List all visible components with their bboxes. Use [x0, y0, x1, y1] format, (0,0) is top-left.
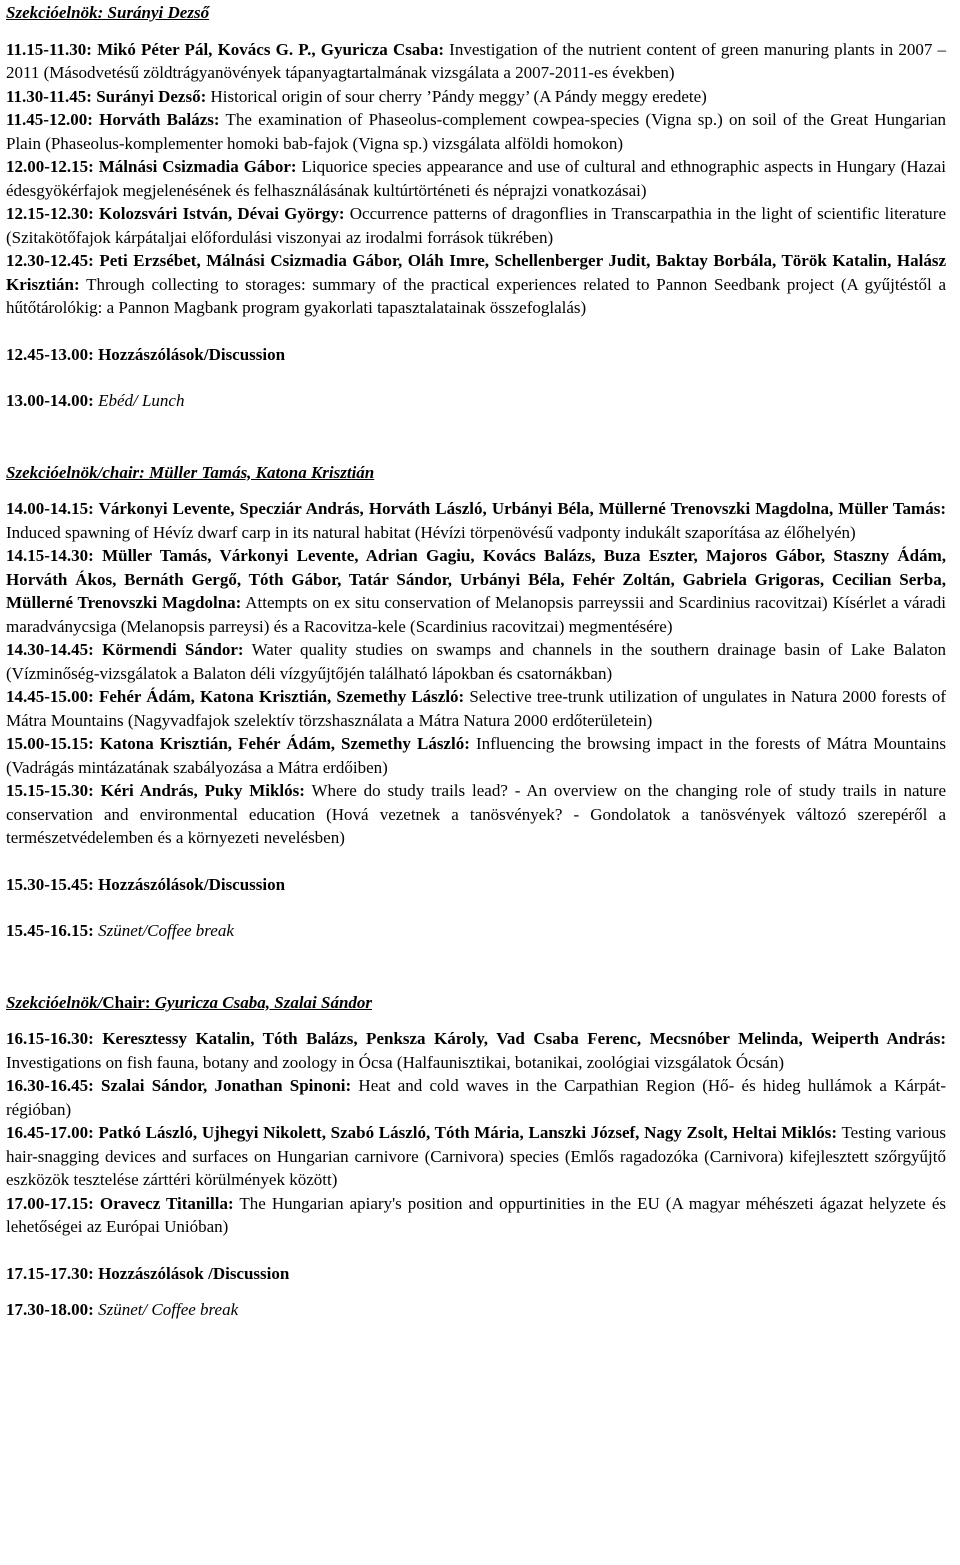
- program-item: [6, 1074, 946, 1121]
- item-time: 12.00-12.15:: [6, 157, 99, 176]
- item-authors: Patkó László, Ujhegyi Nikolett, Szabó László, Tóth Mária, Lanszki József, Nagy Zsolt, Heltai Miklós:: [98, 1123, 838, 1142]
- item-time: 15.30-15.45:: [6, 874, 99, 894]
- item-authors: Oravecz Titanilla:: [99, 1193, 234, 1213]
- program-item: [6, 202, 946, 249]
- program-item: [6, 85, 946, 109]
- item-authors: Surányi Dezső:: [96, 86, 207, 106]
- discussion-label: Hozzászólások /Discussion: [98, 1263, 290, 1283]
- program-item: [6, 38, 946, 85]
- item-time: 14.15-14.30:: [6, 546, 103, 565]
- discussion-slot: [6, 343, 946, 367]
- item-time: 12.45-13.00:: [6, 344, 99, 364]
- chair-names: Müller Tamás, Katona Krisztián: [149, 462, 375, 482]
- program-item: [6, 638, 946, 685]
- item-title: Attempts on ex situ conservation of Melanopsis parreyssii and Scardinius racovitzai) Kísérlet a váradi maradványcsiga (Melanopsis parreysi) és a Racovitza-kele (Scardinius racovitzai) megmentésére): [6, 593, 946, 636]
- item-title: Water quality studies on swamps and channels in the southern drainage basin of Lake Balaton (Vízminőség-vizsgálatok a Balaton déli vízgyűjtőjén található lápokban és csatornákban): [6, 640, 946, 683]
- break-label: Ebéd/ Lunch: [98, 391, 185, 410]
- program-item: [6, 1192, 946, 1239]
- break-slot: [6, 389, 946, 413]
- item-authors: Körmendi Sándor:: [102, 640, 244, 659]
- item-authors: Kolozsvári István, Dévai György:: [99, 204, 345, 223]
- item-time: 14.00-14.15:: [6, 499, 99, 518]
- break-label: Szünet/ Coffee break: [98, 1300, 239, 1319]
- item-authors: Katona Krisztián, Fehér Ádám, Szemethy László:: [99, 734, 470, 753]
- item-title: Occurrence patterns of dragonflies in Transcarpathia in the light of scientific literature (Szitakötőfajok kárpátaljai előfordulási viszonyai az irodalmi források tükrében): [6, 204, 947, 247]
- item-title: Investigations on fish fauna, botany and zoology in Ócsa (Halfaunisztikai, botanikai, zoológiai vizsgálatok Ócsán): [6, 1052, 785, 1072]
- item-time: 12.15-12.30:: [6, 204, 100, 223]
- item-authors: Málnási Csizmadia Gábor:: [98, 157, 297, 176]
- item-authors: Peti Erzsébet, Málnási Csizmadia Gábor, Oláh Imre, Schellenberger Judit, Baktay Borbála, Török Katalin, Halász Krisztián:: [6, 251, 946, 294]
- item-time: 11.15-11.30:: [6, 39, 98, 59]
- program-item: [6, 779, 946, 850]
- item-authors: Kéri András, Puky Miklós:: [100, 781, 305, 800]
- item-time: 16.30-16.45:: [6, 1076, 102, 1095]
- item-authors: Horváth Balázs:: [99, 110, 220, 129]
- discussion-label: Hozzászólások/Discussion: [98, 874, 286, 894]
- item-title: The examination of Phaseolus-complement cowpea-species (Vigna sp.) on soil of the Great Hungarian Plain (Phaseolus-komplementer homoki bab-fajok (Vigna sp.) vizsgálata alföldi homokon): [6, 110, 946, 153]
- item-time: 17.00-17.15:: [6, 1193, 100, 1213]
- item-title: Liquorice species appearance and use of cultural and ethnographic aspects in Hungary (Hazai édesgyökérfajok megjelenésének és felhasználásának kultúrtörténeti és néprajzi vonatkozásai): [6, 157, 947, 200]
- program-item: [6, 544, 946, 638]
- item-title: Testing various hair-snagging devices and surfaces on Hungarian carnivore (Carnivora) species (Emlős ragadozóka (Carnivora) kifejlesztett szőrgyűjtő eszközök tesztelése zárttéri körülmények között): [6, 1123, 946, 1189]
- item-time: 17.30-18.00:: [6, 1300, 99, 1319]
- item-title: Investigation of the nutrient content of green manuring plants in 2007 – 2011 (Másodvetésű zöldtrágyanövények tápanyagtartalmának vizsgálata a 2007-2011-es években): [6, 39, 946, 82]
- chair-label: Szekcióelnök:: [6, 3, 108, 22]
- program-item: [6, 685, 946, 732]
- item-title: Historical origin of sour cherry ’Pándy meggy’ (A Pándy meggy eredete): [206, 86, 707, 106]
- discussion-slot: [6, 873, 946, 897]
- item-time: 16.15-16.30:: [6, 1029, 103, 1048]
- item-time: 15.15-15.30:: [6, 781, 101, 800]
- session-chair-heading: [6, 1, 946, 25]
- break-slot: [6, 1298, 946, 1322]
- item-authors: Keresztessy Katalin, Tóth Balázs, Penksza Károly, Vad Csaba Ferenc, Mecsnóber Melinda, Weiperth András:: [102, 1029, 946, 1048]
- item-title: Heat and cold waves in the Carpathian Region (Hő- és hideg hullámok a Kárpát-régióban): [6, 1076, 947, 1119]
- chair-label: Szekcióelnök/: [6, 992, 103, 1012]
- item-time: 12.30-12.45:: [6, 251, 100, 270]
- chair-names: Surányi Dezső: [107, 3, 210, 22]
- discussion-label: Hozzászólások/Discussion: [98, 344, 286, 364]
- discussion-slot: [6, 1262, 946, 1286]
- session-chair-heading: [6, 991, 946, 1015]
- item-authors: Müller Tamás, Várkonyi Levente, Adrian Gagiu, Kovács Balázs, Buza Eszter, Majoros Gábor, Staszny Ádám, Horváth Ákos, Bernáth Gergő, Tóth Gábor, Tatár Sándor, Urbányi Béla, Fehér Zoltán, Gabriela Grigoras, Cecilian Serba, Müllerné Trenovszki Magdolna:: [6, 546, 946, 612]
- item-time: 15.00-15.15:: [6, 734, 100, 753]
- item-time: 15.45-16.15:: [6, 921, 99, 940]
- break-slot: [6, 919, 946, 943]
- item-authors: Mikó Péter Pál, Kovács G. P., Gyuricza Csaba:: [97, 39, 444, 59]
- item-authors: Szalai Sándor, Jonathan Spinoni:: [101, 1076, 352, 1095]
- item-time: 16.45-17.00:: [6, 1123, 99, 1142]
- program-item: [6, 732, 946, 779]
- item-title: Selective tree-trunk utilization of ungulates in Natura 2000 forests of Mátra Mountains (Nagyvadfajok szelektív törzshasználata a Mátra Natura 2000 erdőterületein): [6, 687, 946, 730]
- item-title: The Hungarian apiary's position and oppurtinities in the EU (A magyar méhészeti ágazat helyzete és lehetőségei az Európai Unióban): [6, 1193, 946, 1236]
- program-item: [6, 1121, 946, 1192]
- item-title: Induced spawning of Hévíz dwarf carp in its natural habitat (Hévízi törpenövésű vadponty indukált szaporítása az élőhelyén): [6, 522, 856, 542]
- break-label: Szünet/Coffee break: [98, 921, 234, 940]
- program-item: [6, 1027, 946, 1074]
- session-chair-heading: [6, 461, 946, 485]
- item-authors: Várkonyi Levente, Specziár András, Horváth László, Urbányi Béla, Müllerné Trenovszki Magdolna, Müller Tamás:: [98, 499, 946, 518]
- item-authors: Fehér Ádám, Katona Krisztián, Szemethy László:: [98, 687, 465, 706]
- item-time: 11.45-12.00:: [6, 110, 100, 129]
- chair-label: Szekcióelnök/chair:: [6, 462, 150, 482]
- program-item: [6, 249, 946, 320]
- item-time: 17.15-17.30:: [6, 1263, 99, 1283]
- item-time: 13.00-14.00:: [6, 391, 99, 410]
- item-time: 14.45-15.00:: [6, 687, 99, 706]
- item-title: Through collecting to storages: summary of the practical experiences related to Pannon Seedbank project (A gyűjtéstől a hűtőtárolókig: a Pannon Magbank program gyakorlati tapasztalatainak összefoglalás): [6, 274, 946, 317]
- item-time: 11.30-11.45:: [6, 86, 97, 106]
- program-item: [6, 108, 946, 155]
- program-item: [6, 497, 946, 544]
- item-time: 14.30-14.45:: [6, 640, 103, 659]
- item-title: Where do study trails lead? - An overview on the changing role of study trails in nature conservation and environmental education (Hová vezetnek a tanösvények? - Gondolatok a tanösvények változó szerepéről a természetvédelemben és a környezeti nevelésben): [6, 781, 946, 847]
- item-title: Influencing the browsing impact in the forests of Mátra Mountains (Vadrágás mintázatának szabályozása a Mátra erdőiben): [6, 734, 946, 777]
- chair-names: Gyuricza Csaba, Szalai Sándor: [154, 992, 373, 1012]
- program-item: [6, 155, 946, 202]
- chair-label-2: Chair:: [102, 992, 155, 1012]
